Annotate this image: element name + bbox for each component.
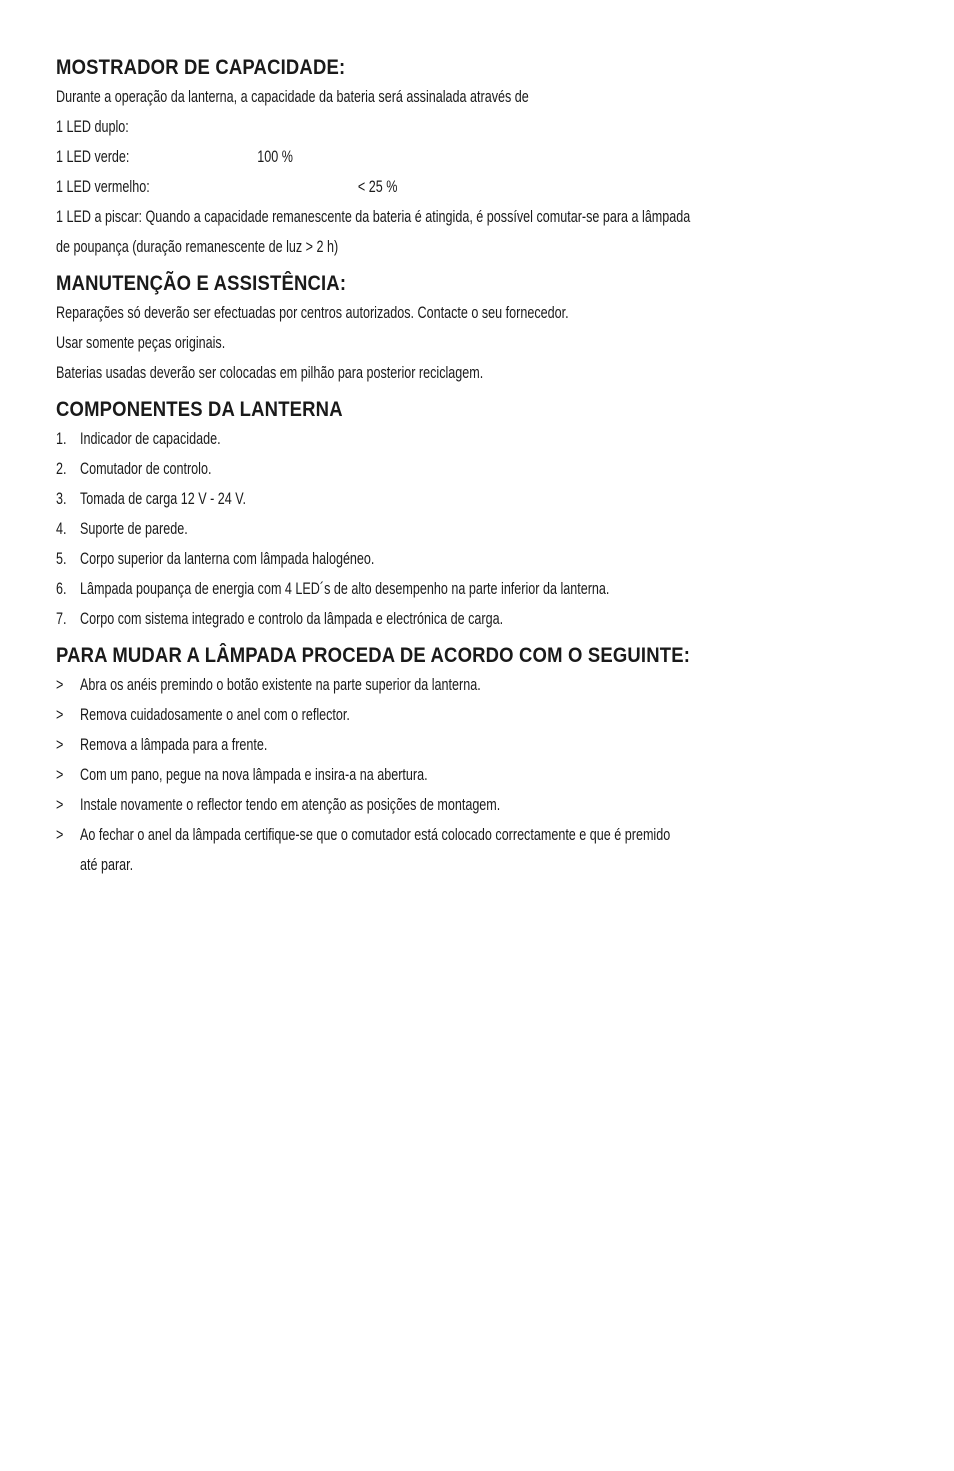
lamp-step <box>56 670 902 700</box>
components-section <box>56 396 902 634</box>
component-text: Comutador de controlo. <box>80 459 212 478</box>
component-item <box>56 604 902 634</box>
component-number: 7. <box>56 609 67 628</box>
lamp-step-text: Remova cuidadosamente o anel com o reflector. <box>80 705 350 724</box>
green-led-row <box>56 142 682 172</box>
lamp-step <box>56 760 902 790</box>
component-text: Corpo superior da lanterna com lâmpada halogéneo. <box>80 549 375 568</box>
bullet-marker: > <box>56 675 64 694</box>
lamp-change-heading: PARA MUDAR A LÂMPADA PROCEDA DE ACORDO COM O SEGUINTE: <box>56 644 691 667</box>
component-text: Corpo com sistema integrado e controlo da lâmpada e electrónica de carga. <box>80 609 504 628</box>
capacity-heading: MOSTRADOR DE CAPACIDADE: <box>56 56 346 79</box>
green-led-label: 1 LED verde: <box>56 147 130 166</box>
lamp-change-section <box>56 642 902 880</box>
bullet-marker: > <box>56 765 64 784</box>
lamp-step <box>56 820 902 880</box>
component-number: 2. <box>56 459 67 478</box>
maintenance-section <box>56 270 902 388</box>
red-led-label: 1 LED vermelho: <box>56 177 150 196</box>
maintenance-line: Usar somente peças originais. <box>56 333 226 352</box>
lamp-step <box>56 790 902 820</box>
red-led-row <box>56 172 682 202</box>
bullet-marker: > <box>56 825 64 844</box>
component-number: 6. <box>56 579 67 598</box>
bullet-marker: > <box>56 795 64 814</box>
bullet-marker: > <box>56 735 64 754</box>
component-item <box>56 454 902 484</box>
component-text: Indicador de capacidade. <box>80 429 221 448</box>
component-number: 3. <box>56 489 67 508</box>
lamp-step-text: Remova a lâmpada para a frente. <box>80 735 268 754</box>
blink-led-line-2: de poupança (duração remanescente de luz > 2 h) <box>56 237 339 256</box>
double-led-label: 1 LED duplo: <box>56 117 129 136</box>
lamp-step-text: Instale novamente o reflector tendo em atenção as posições de montagem. <box>80 795 501 814</box>
green-led-value: 100 % <box>257 147 293 166</box>
component-item <box>56 514 902 544</box>
component-text: Tomada de carga 12 V - 24 V. <box>80 489 246 508</box>
components-heading: COMPONENTES DA LANTERNA <box>56 398 343 421</box>
maintenance-heading: MANUTENÇÃO E ASSISTÊNCIA: <box>56 272 347 295</box>
document-page <box>56 54 902 888</box>
blink-led-line-1: 1 LED a piscar: Quando a capacidade remanescente da bateria é atingida, é possível comutar-se para a lâmpada <box>56 207 691 226</box>
component-number: 4. <box>56 519 67 538</box>
bullet-marker: > <box>56 705 64 724</box>
red-led-value: < 25 % <box>357 177 398 196</box>
component-number: 1. <box>56 429 67 448</box>
capacity-section <box>56 54 902 262</box>
lamp-step-text: Com um pano, pegue na nova lâmpada e insira-a na abertura. <box>80 765 428 784</box>
lamp-step-text-line-2: até parar. <box>80 855 134 874</box>
maintenance-line: Baterias usadas deverão ser colocadas em pilhão para posterior reciclagem. <box>56 363 484 382</box>
component-item <box>56 544 902 574</box>
lamp-step-text: Abra os anéis premindo o botão existente na parte superior da lanterna. <box>80 675 481 694</box>
component-item <box>56 424 902 454</box>
maintenance-line: Reparações só deverão ser efectuadas por centros autorizados. Contacte o seu fornecedor. <box>56 303 569 322</box>
capacity-intro: Durante a operação da lanterna, a capacidade da bateria será assinalada através de <box>56 87 529 106</box>
component-number: 5. <box>56 549 67 568</box>
lamp-step <box>56 700 902 730</box>
component-item <box>56 574 902 604</box>
lamp-step-text-line-1: Ao fechar o anel da lâmpada certifique-se que o comutador está colocado correctamente e que é premido <box>80 825 671 844</box>
component-text: Lâmpada poupança de energia com 4 LED´s de alto desempenho na parte inferior da lanterna. <box>80 579 610 598</box>
component-text: Suporte de parede. <box>80 519 188 538</box>
lamp-step <box>56 730 902 760</box>
component-item <box>56 484 902 514</box>
